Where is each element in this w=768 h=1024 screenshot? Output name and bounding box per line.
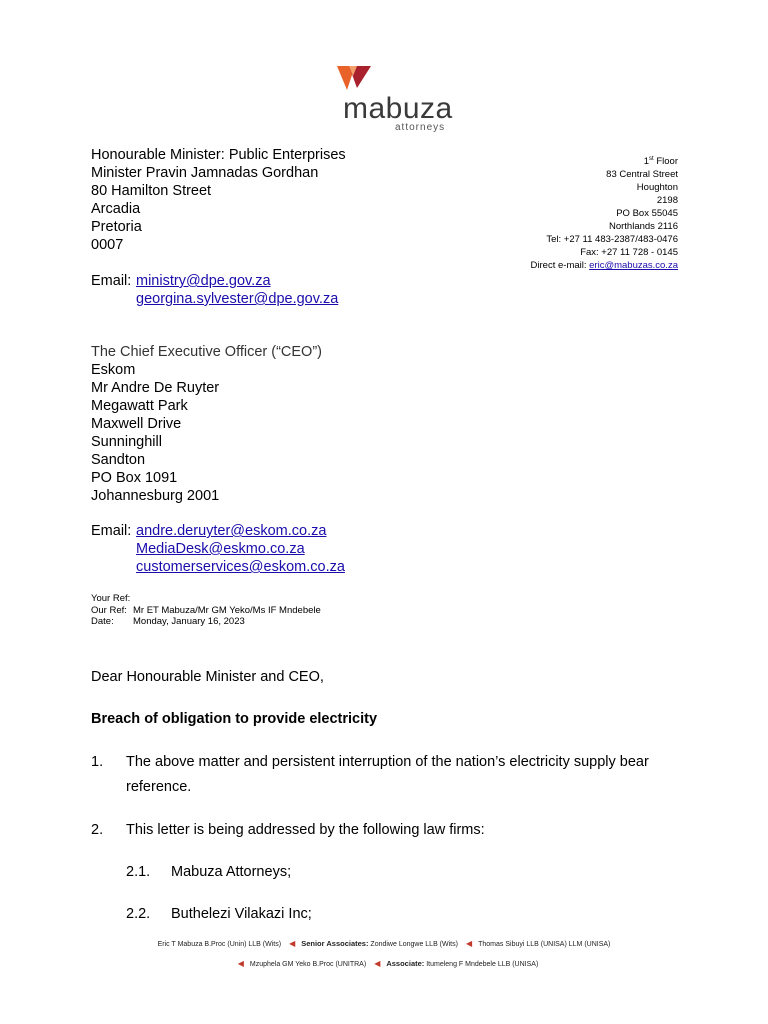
subparagraph-number: 2.2. xyxy=(126,906,151,922)
address-line: Johannesburg 2001 xyxy=(91,488,220,504)
address-line: Mr Andre De Ruyter xyxy=(91,380,220,396)
paragraph-number: 1. xyxy=(91,754,104,770)
reference-block xyxy=(91,593,321,628)
triangle-bullet-icon: ◀ xyxy=(374,959,381,968)
subparagraph-text: Buthelezi Vilakazi Inc; xyxy=(171,906,312,922)
our-ref-value: Mr ET Mabuza/Mr GM Yeko/Ms IF Mndebele xyxy=(133,604,321,616)
email-link[interactable]: MediaDesk@eskmo.co.za xyxy=(136,541,305,557)
firm-floor: 1st Floor xyxy=(643,155,678,167)
firm-address-line: 2198 xyxy=(656,195,678,206)
footer-associate-text: Itumeleng F Mndebele LLB (UNISA) xyxy=(424,961,539,968)
footer-associate: Mzuphela GM Yeko B.Proc (UNITRA) xyxy=(249,961,367,968)
firm-address-line: Houghton xyxy=(636,182,678,193)
paragraph-text: This letter is being addressed by the following law firms: xyxy=(126,822,485,838)
firm-address xyxy=(531,155,678,272)
email-link[interactable]: ministry@dpe.gov.za xyxy=(136,273,271,289)
email-link[interactable]: andre.deruyter@eskom.co.za xyxy=(136,523,327,539)
minister-address xyxy=(91,146,346,254)
address-line: Eskom xyxy=(91,362,136,378)
your-ref-label: Your Ref: xyxy=(91,593,131,604)
triangle-bullet-icon: ◀ xyxy=(465,939,473,948)
firm-direct-email: Direct e-mail: eric@mabuzas.co.za xyxy=(530,260,678,271)
address-line: Pretoria xyxy=(91,219,142,235)
ceo-address xyxy=(91,343,322,505)
address-line: Sandton xyxy=(91,452,146,468)
footer-senior-label: Senior Associates: xyxy=(301,939,369,948)
subparagraph-text: Mabuza Attorneys; xyxy=(171,864,292,880)
address-line: Arcadia xyxy=(91,201,141,217)
address-line: Megawatt Park xyxy=(91,398,188,414)
email-link[interactable]: georgina.sylvester@dpe.gov.za xyxy=(136,291,339,307)
firm-tel: Tel: +27 11 483-2387/483-0476 xyxy=(546,234,678,245)
paragraph-number: 2. xyxy=(91,822,104,838)
ceo-title: The Chief Executive Officer (“CEO”) xyxy=(91,344,322,360)
firm-fax: Fax: +27 11 728 - 0145 xyxy=(580,247,678,258)
footer-associate: Thomas Sibuyi LLB (UNISA) LLM (UNISA) xyxy=(478,941,611,948)
subject-line: Breach of obligation to provide electricity xyxy=(91,711,378,727)
subparagraph-number: 2.1. xyxy=(126,864,151,880)
minister-emails xyxy=(91,272,338,308)
logo-mark-icon xyxy=(335,62,375,94)
address-line: PO Box 1091 xyxy=(91,470,178,486)
firm-logo xyxy=(335,62,465,137)
footer-line-2 xyxy=(0,959,768,968)
our-ref-label: Our Ref: xyxy=(91,604,127,616)
salutation: Dear Honourable Minister and CEO, xyxy=(91,669,324,685)
firm-address-line: 83 Central Street xyxy=(606,169,678,180)
triangle-bullet-icon: ◀ xyxy=(237,959,244,968)
logo-subtitle: attorneys xyxy=(395,122,446,133)
email-label: Email: xyxy=(91,273,132,289)
footer-associate-label: Associate: xyxy=(386,959,425,968)
address-line: 0007 xyxy=(91,237,124,253)
email-link[interactable]: customerservices@eskom.co.za xyxy=(136,559,345,575)
address-line: Maxwell Drive xyxy=(91,416,182,432)
firm-address-line: Northlands 2116 xyxy=(608,221,678,232)
direct-email-link[interactable]: eric@mabuzas.co.za xyxy=(589,260,678,271)
footer-line-1 xyxy=(0,939,768,948)
firm-address-line: PO Box 55045 xyxy=(616,208,678,219)
footer-senior-text: Zondiwe Longwe LLB (Wits) xyxy=(368,941,458,948)
address-line: 80 Hamilton Street xyxy=(91,183,212,199)
address-line: Honourable Minister: Public Enterprises xyxy=(91,147,346,163)
date-value: Monday, January 16, 2023 xyxy=(133,616,245,627)
paragraph-text: The above matter and persistent interruption of the nation’s electricity supply bear xyxy=(126,754,649,770)
ceo-emails xyxy=(91,522,345,576)
logo-wordmark: mabuza xyxy=(343,92,453,125)
address-line: Sunninghill xyxy=(91,434,162,450)
date-label: Date: xyxy=(91,616,114,627)
paragraph-text: reference. xyxy=(126,779,192,795)
footer-partner: Eric T Mabuza B.Proc (Unin) LLB (Wits) xyxy=(157,941,282,948)
email-label: Email: xyxy=(91,523,132,539)
address-line: Minister Pravin Jamnadas Gordhan xyxy=(91,165,319,181)
triangle-bullet-icon: ◀ xyxy=(289,939,296,948)
